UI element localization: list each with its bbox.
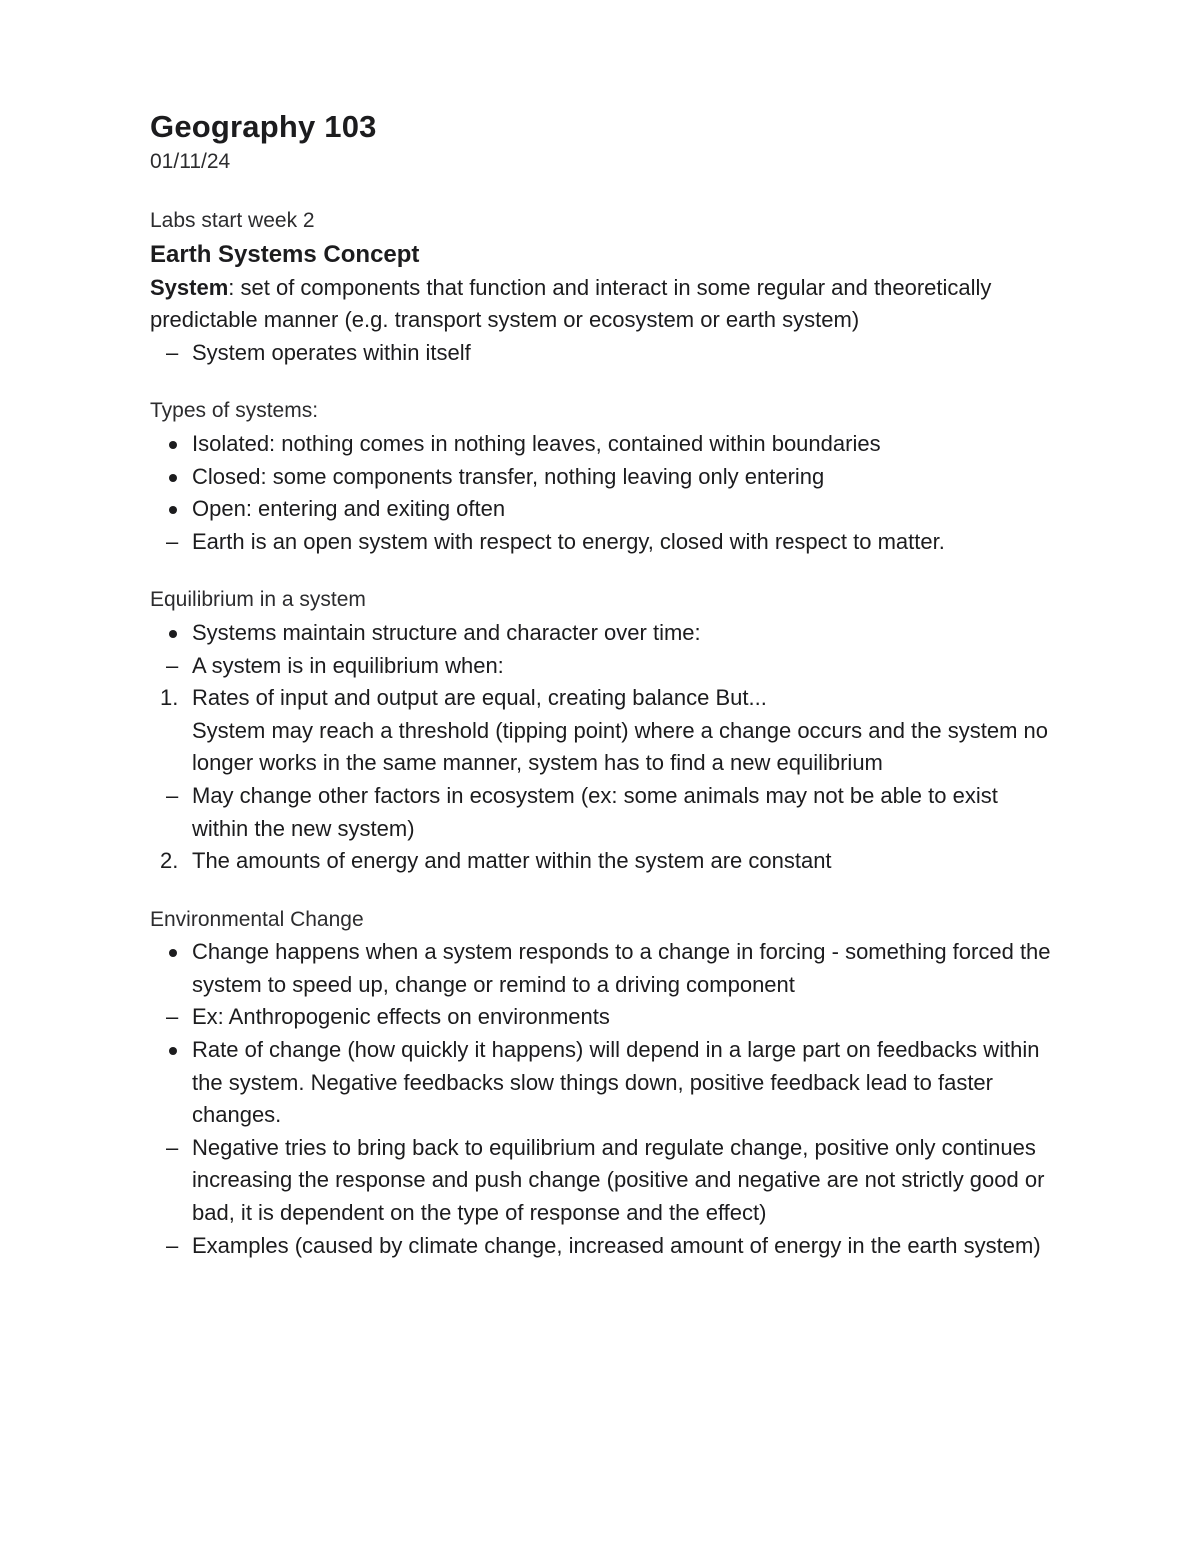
bullet-item: [150, 428, 1060, 461]
env-change-label: Environmental Change: [150, 907, 364, 931]
spacer: [150, 178, 1060, 205]
bullet-item-text: Closed: some components transfer, nothing leaving only entering: [192, 463, 825, 489]
dash-item: [150, 337, 1060, 370]
bullet-item-text: Isolated: nothing comes in nothing leaves, contained within boundaries: [192, 430, 881, 456]
dash-item: [150, 1230, 1060, 1263]
section-heading: Earth Systems Concept: [150, 240, 420, 268]
bullet-item: [150, 1034, 1060, 1132]
bullet-icon: [169, 506, 177, 514]
dash-item: [150, 1132, 1060, 1230]
bullet-item-text: Rate of change (how quickly it happens) will depend in a large part on feedbacks within the system. Negative feedbacks slow things down, positive feedback lead to faster changes.: [192, 1037, 1040, 1128]
dash-marker: –: [166, 339, 179, 365]
bullet-icon: [169, 1047, 177, 1055]
dash-marker: –: [166, 782, 179, 808]
dash-marker: –: [166, 1004, 179, 1030]
numbered-item-text: The amounts of energy and matter within the system are constant: [192, 848, 832, 874]
bullet-icon: [169, 630, 177, 638]
dash-item: [150, 650, 1060, 683]
dash-marker: –: [166, 1134, 179, 1160]
number-marker: 1.: [160, 685, 179, 711]
numbered-item-continuation: System may reach a threshold (tipping point) where a change occurs and the system no longer works in the same manner, system has to find a new equilibrium: [192, 717, 1049, 776]
number-marker: 2.: [160, 848, 179, 874]
bullet-item: [150, 617, 1060, 650]
dash-item-text: Ex: Anthropogenic effects on environments: [192, 1004, 610, 1030]
bullet-item-text: Change happens when a system responds to a change in forcing - something forced the system to speed up, change or remind to a driving component: [192, 939, 1051, 997]
numbered-item-text: Rates of input and output are equal, creating balance But...: [192, 685, 767, 711]
bullet-item: [150, 936, 1060, 1001]
bullet-icon: [169, 949, 177, 957]
dash-item-text: A system is in equilibrium when:: [192, 652, 504, 678]
dash-item: [150, 1001, 1060, 1034]
bullet-item-text: Systems maintain structure and character over time:: [192, 619, 701, 645]
system-term: System: [150, 274, 229, 300]
bullet-item-text: Open: entering and exiting often: [192, 496, 506, 522]
dash-item-text: Examples (caused by climate change, increased amount of energy in the earth system): [192, 1232, 1041, 1258]
dash-item: [150, 780, 1060, 845]
note-page: [150, 108, 1060, 1262]
bullet-item: [150, 461, 1060, 494]
equilibrium-label: Equilibrium in a system: [150, 588, 366, 612]
system-definition: [150, 272, 1060, 337]
labs-note: Labs start week 2: [150, 209, 315, 232]
dash-item-text: Earth is an open system with respect to energy, closed with respect to matter.: [192, 528, 945, 554]
types-label: Types of systems:: [150, 399, 319, 423]
numbered-item: [150, 845, 1060, 878]
dash-marker: –: [166, 652, 179, 678]
spacer: [150, 558, 1060, 584]
dash-marker: –: [166, 528, 179, 554]
dash-item-text: System operates within itself: [192, 339, 471, 365]
dash-item-text: May change other factors in ecosystem (ex: some animals may not be able to exist within the new system): [192, 782, 998, 841]
page-title: Geography 103: [150, 109, 377, 144]
spacer: [150, 878, 1060, 904]
numbered-item: [150, 682, 1060, 715]
bullet-icon: [169, 441, 177, 449]
system-definition-text: : set of components that function and interact in some regular and theoretically predictable manner (e.g. transport system or ecosystem or earth system): [150, 274, 992, 333]
note-date: 01/11/24: [150, 150, 231, 173]
dash-marker: –: [166, 1232, 179, 1258]
bullet-icon: [169, 474, 177, 482]
bullet-item: [150, 493, 1060, 526]
dash-item: [150, 526, 1060, 559]
dash-item-text: Negative tries to bring back to equilibrium and regulate change, positive only continues increasing the response and push change (positive and negative are not strictly good or bad, it is dependent on the type of response and the effect): [192, 1134, 1045, 1226]
spacer: [150, 369, 1060, 395]
